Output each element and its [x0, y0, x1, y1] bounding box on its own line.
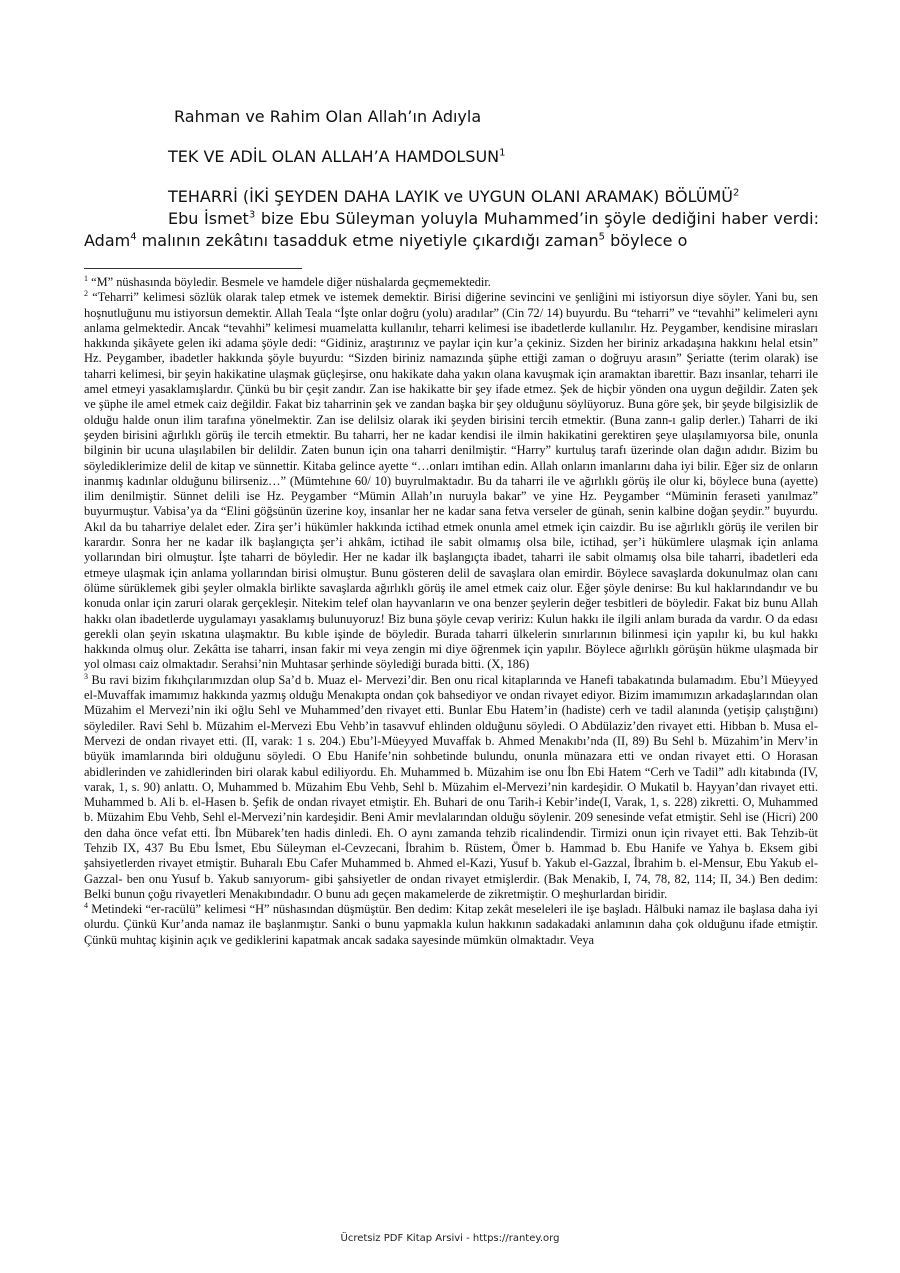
footnote-ref-2[interactable]: 2 [732, 187, 740, 199]
footnote-text: Bu ravi bizim fıkıhçılarımızdan olup Sa’d b. Muaz el- Mervezi’dir. Ben onu rical kitaplarında ve Hanefi tabakatında bulamadım. Ebu’l Müeyyed el-Muvaffak imamımız hakkında yazmış olduğu Menakıpta ondan çok bahsediyor ve ondan rivayet ediyor. Bizim imamımızın arkadaşlarından olan Müzahim el Mervezi’nin iki oğlu Sehl ve Muhammed’den rivayet etti. Bunlar Ebu Hatem’in (hadiste) cerh ve tadil alanında (yetişip çalıştığını) söylediler. Ravi Sehl b. Müzahim el-Mervezi Ebu Vehb’in tasavvuf ehlinden olduğunu söyledi. O Abdülaziz’den rivayet etti. Hibban b. Musa el-Mervezi de ondan rivayet etti. (II, varak: 1 s. 204.) Ebu’l-Müeyyed Muvaffak b. Ahmed Menakıbı’nda (II, 89) Bu Sehl b. Müzahim’in Merv’in büyük imamlarında biri olduğunu söyledi. O Ebu Hanife’nin sohbetinde bulundu, onunla münazara etti ve ondan rivayet etti. O Horasan abidlerinden ve zahidlerinden biri olarak kabul ediliyordu. Eh. Muhammed b. Müzahim ise onu İbn Ebi Hatem “Cerh ve Tadil” adlı kitabında (IV, varak, 1, s. 90) anlattı. O, Muhammed b. Müzahim Ebu Vehb, Sehl b. Müzahim el-Mervezi’nin kardeşidir. O Mukatil b. Hayyan’dan rivayet etti. Muhammed b. Ali b. el-Hasen b. Şefik de ondan rivayet etmiştir. Eh. Buhari de onu Tarih-i Kebir’inde(I, Varak, 1, s. 228) zikretti. O, Muhammed b. Müzahim Ebu Vehb, Sehl el-Mervezi’nin kardeşidir. Beni Amir mevlalarından olduğu söylenir. 209 senesinde vefat etmiştir. Sehl ise (Hicri) 200 den daha önce vefat etti. İbn Mübarek’ten hadis dinledi. Eh. O aynı zamanda tehzib ricalindendir. Tirmizi onun için rivayet etti. Bak Tehzib-üt Tehzib IX, 437 Bu Ebu İsmet, Ebu Süleyman el-Cevzecani, İbrahim b. Rüstem, Ömer b. Hammad b. Ebu Hanife ve Yahya b. Eksem gibi şahsiyetlerden rivayet etmiştir. Buharalı Ebu Cafer Muhammed b. Ahmed el-Kazi, Yusuf b. Yakub el-Gazzal, İbrahim b. el-Mensur, Ebu Yakub el-Gazzal- ben onu Yusuf b. Yakub sanıyorum- gibi şahsiyetler de ondan rivayet etmişlerdir. (Bak Menakib, I, 74, 78, 82, 114; II, 34.) Ben dedim: Belki bunun çoğu rivayetleri Menakıbındadır. O bunu adı geçen makamelerde de zikretmiştir. O meşhurlardan biridir. [84, 672, 818, 901]
body-paragraph [84, 208, 819, 252]
footnote-ref-1[interactable]: 1 [499, 147, 506, 159]
body-text-1: Ebu İsmet [168, 209, 249, 228]
hamdala-heading [84, 146, 900, 168]
footnote-text: Metindeki “er-racülü” kelimesi “H” nüshasından düşmüştür. Ben dedim: Kitap zekât meseleleri ile işe başladı. Hâlbuki namaz ile başlasa daha iyi olurdu. Çünkü Kur’anda namaz ile başlanmıştır. Sanki o bunu yapmakla kulun hakkının sadakadaki anlamının daha çok olduğunu ifade etmiştir. Çünkü muhtaç kişinin açık ve gediklerini kapatmak ancak sadaka sayesinde mümkün olmaktadır. Veya [84, 902, 818, 947]
footnote-number: 2 [84, 289, 88, 299]
footnote-ref-5[interactable]: 5 [598, 231, 606, 243]
footnote-number: 1 [84, 273, 88, 283]
body-text-3: malının zekâtını tasadduk etme niyetiyle çıkardığı zaman [136, 231, 599, 250]
footnote-ref-3[interactable]: 3 [248, 209, 256, 221]
footnote-text: “Teharri” kelimesi sözlük olarak talep etmek ve istemek demektir. Birisi diğerine sevincini ve şenliğini mi istiyorsun diye söyler. Yani bu, sen hoşnutluğunu mu istiyorsun demektir. Allah Teala “İşte onlar doğru (yolu) aradılar” (Cin 72/ 14) buyurdu. Bu “teharri” ve “tevahhi” kelimeleri aynı anlama gelmektedir. Ancak “tevahhi” kelimesi muamelatta kullanılır, teharri kelimesi ise ibadetlerde kullanılır. Hz. Peygamber, kendisine mirasları hakkında şikâyete gelen iki adama şöyle dedi: “Gidiniz, araştırınız ve paylar için kur’a çekiniz. Sizden her biriniz arkadaşına hakkını helal etsin” Hz. Peygamber, ibadetler hakkında şöyle buyurdu: “Sizden biriniz namazında şüphe ettiği zaman o doğruyu arasın” Şeriatte (terim olarak) ise taharri kelimesi, bir şeyin hakikatine ulaşmak güçleşirse, onu hakikate daha yakın olana kavuşmak için aramaktan ibarettir. Bazı insanlar, teharri ile amel etmeyi yasaklamışlardır. Çünkü bu bir çeşit zandır. Zan ise hakikatte bir şey ifade etmez. Şek de hiçbir yönden ona uygun değildir. Zaten şek ve şüphe ile amel etmek caiz değildir. Fakat biz taharrinin şek ve zandan başka bir şey olduğunu söylüyoruz. Buna göre şek, bir şeyde bilgisizlik de olduğu halde onun ilim tarafına yönelmektir. Zan ise delilsiz olarak iki şeyden birisini tercih etmektir. (Buna zann-ı galip derler.) Taharri de iki şeyden birisini ağırlıklı görüş ile tercih etmektir. Bu taharri, her ne kadar kendisi ile ilmin hakikatini gerektiren şeye ulaşılamıyorsa bile, onunla bilginin bir ucuna ulaşılabilen bir delildir. Zaten bunun için ona taharri denilmiştir. “Harry” kurtuluş tarafı üzerinde olan dağın adıdır. Bizim bu söylediklerimize delil de kitap ve sünnettir. Kitaba gelince ayette “…onları imtihan edin. Allah onların imanlarını daha iyi bilir. Eğer siz de onların inanmış kadınlar olduğunu bilirseniz…” (Mümtehıne 60/ 10) buyrulmaktadır. Bu da taharri ile ve ağırlıklı görüş ile olur ki, böylece buna (ayette) ilim denilmiştir. Sünnet delili ise Hz. Peygamber “Mümin Allah’ın nuruyla bakar” ve yine Hz. Peygamber “Müminin feraseti yanılmaz” buyurmuştur. Vabisa’ya da “Elini göğsünün üzerine koy, insanlar her ne kadar sana fetva verseler de günah, senin kalbine doğan şeydir.” buyurdu. Akıl da bu taharriye delalet eder. Zira şer’i hükümler hakkında ictihad etmek onunla amel etmek için caizdir. Bu ise ağırlıklı görüş ile verilen bir karardır. Sonra her ne kadar ilk başlangıçta şer’i ahkâm, ictihad ile sabit olmamış olsa bile, ictihad, şer’i hükümlere ulaşmak için anlama yollarından biri olmuştur. İşte taharri de böyledir. Her ne kadar ilk başlangıçta ibadet, taharri ile sabit olmamış olsa bile taharri, ibadetleri eda etmeye ulaşmak için anlama yollarından birisi olmuştur. Bunu gösteren delil de savaşlara olan emirdir. Böylece savaşlarda dokunulmaz olan canı ölüme sürüklemek gibi şeyler olmakla birlikte savaşlarda ağırlıklı görüş ile amel etmek caiz olur. Eğer şöyle denirse: Bu kul haklarındandır ve bu konuda onlar için zaruri olarak gerçekleşir. Nitekim telef olan hayvanların ve ona benzer şeylerin değer tesbitleri de böyledir. Fakat biz bunu Allah hakkı olan ibadetlerde uygulamayı yasaklamış bulunuyoruz! Biz buna şöyle cevap veririz: Kulun hakkı ile ilgili anlam burada da vardır. O da edası gerekli olan şeyin ıskatına ulaşmaktır. Bu kıble işinde de böyledir. Burada taharri ülkelerin sınırlarının bilinmesi için yapılır ki, bu kul hakkı hakkında olmuş olur. Zekâtta ise taharri, insan fakir mi veya zengin mi diye öğrenmek için yapılır. Böylece ağırlıklı görüşün hükme ulaşmada bir yol olması caiz olmaktadır. Serahsi’nin Muhtasar şerhinde söylediği burada bitti. (X, 186) [84, 290, 818, 672]
basmala-heading: Rahman ve Rahim Olan Allah’ın Adıyla [174, 107, 482, 126]
footnote-1 [84, 275, 818, 290]
footnote-4 [84, 902, 818, 948]
hamdala-heading-text: TEK VE ADİL OLAN ALLAH’A HAMDOLSUN [168, 147, 500, 166]
footnote-separator [84, 268, 302, 269]
footnote-3 [84, 673, 818, 902]
footnote-number: 3 [84, 671, 88, 681]
chapter-heading-text: TEHARRİ (İKİ ŞEYDEN DAHA LAYIK ve UYGUN OLANI ARAMAK) BÖLÜMÜ [168, 187, 733, 206]
footnote-ref-4[interactable]: 4 [130, 231, 137, 243]
body-text-4: böylece o [605, 231, 688, 250]
chapter-heading [84, 186, 900, 208]
body-text-2: bize Ebu Süleyman yoluyla Muhammed’in şöyle dediğini haber verdi: Adam [84, 209, 820, 250]
footnote-number: 4 [84, 901, 88, 911]
footnote-2 [84, 290, 818, 672]
footnote-text: “M” nüshasında böyledir. Besmele ve hamdele diğer nüshalarda geçmemektedir. [88, 275, 491, 289]
footnotes [84, 275, 818, 948]
page-footer[interactable]: Ücretsiz PDF Kitap Arsivi - https://rantey.org [340, 1233, 560, 1244]
